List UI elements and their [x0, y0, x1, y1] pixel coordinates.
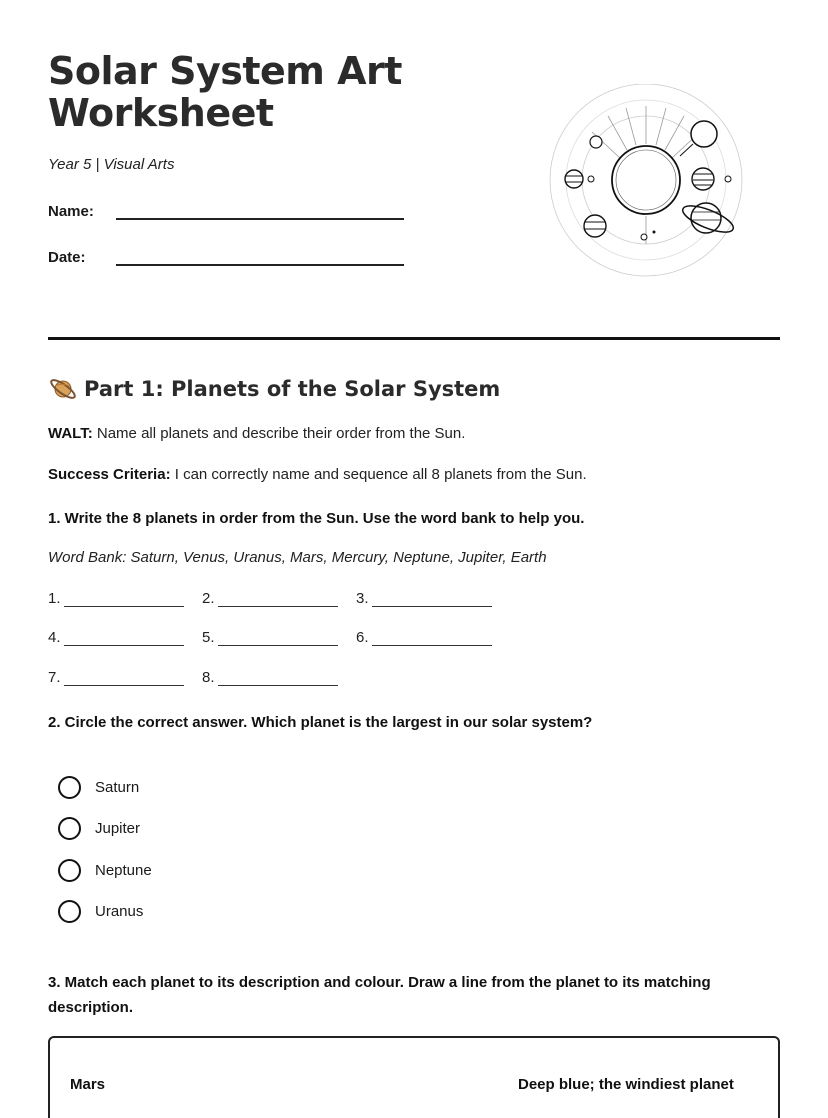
solar-system-illustration: [548, 84, 748, 284]
answer-blank-2[interactable]: [202, 590, 338, 607]
answer-blank-5[interactable]: [202, 629, 338, 646]
blank-line[interactable]: [218, 672, 338, 686]
date-line[interactable]: [116, 246, 404, 266]
success-text: I can correctly name and sequence all 8 planets from the Sun.: [170, 466, 587, 483]
radio-circle[interactable]: [58, 900, 81, 923]
question-3: 3. Match each planet to its description and colour. Draw a line from the planet to its matching description.: [48, 974, 711, 1016]
ringed-planet-icon: [48, 374, 78, 404]
blank-number: 3.: [356, 590, 369, 607]
blank-number: 7.: [48, 669, 61, 686]
success-label: Success Criteria:: [48, 466, 171, 483]
name-label: Name:: [48, 203, 94, 220]
question-2: 2. Circle the correct answer. Which planet is the largest in our solar system?: [48, 714, 593, 731]
blank-line[interactable]: [218, 632, 338, 646]
date-label: Date:: [48, 249, 86, 266]
matching-box: [48, 1036, 780, 1118]
answer-blank-1[interactable]: [48, 590, 184, 607]
blank-line[interactable]: [64, 593, 184, 607]
header-divider: [48, 337, 780, 340]
radio-circle[interactable]: [58, 776, 81, 799]
option-saturn[interactable]: [58, 776, 139, 799]
question-1: 1. Write the 8 planets in order from the Sun. Use the word bank to help you.: [48, 510, 585, 527]
radio-circle[interactable]: [58, 817, 81, 840]
answer-blank-4[interactable]: [48, 629, 184, 646]
option-neptune[interactable]: [58, 859, 152, 882]
page-subtitle: Year 5 | Visual Arts: [48, 156, 175, 173]
part1-heading: [48, 374, 500, 404]
blank-number: 8.: [202, 669, 215, 686]
walt-text: Name all planets and describe their order from the Sun.: [92, 425, 466, 442]
part1-title: Part 1: Planets of the Solar System: [84, 377, 501, 401]
answer-blank-8[interactable]: [202, 669, 338, 686]
blank-number: 6.: [356, 629, 369, 646]
option-label: Jupiter: [95, 820, 141, 837]
answer-blank-3[interactable]: [356, 590, 492, 607]
option-uranus[interactable]: [58, 900, 143, 923]
answer-blank-7[interactable]: [48, 669, 184, 686]
name-field: [48, 200, 404, 220]
walt-label: WALT:: [48, 425, 93, 442]
match-description-item[interactable]: Deep blue; the windiest planet: [518, 1076, 734, 1093]
blank-line[interactable]: [218, 593, 338, 607]
page-title: Solar System Art Worksheet: [48, 49, 402, 135]
answer-blank-6[interactable]: [356, 629, 492, 646]
blank-number: 2.: [202, 590, 215, 607]
name-line[interactable]: [116, 200, 404, 220]
blank-line[interactable]: [372, 632, 492, 646]
match-planet-item[interactable]: Mars: [70, 1076, 106, 1093]
blank-number: 1.: [48, 590, 61, 607]
option-jupiter[interactable]: [58, 817, 140, 840]
walt-line: [48, 425, 465, 442]
radio-circle[interactable]: [58, 859, 81, 882]
blank-line[interactable]: [64, 632, 184, 646]
option-label: Neptune: [95, 862, 152, 879]
date-field: [48, 246, 404, 266]
blank-line[interactable]: [372, 593, 492, 607]
blank-number: 4.: [48, 629, 61, 646]
blank-line[interactable]: [64, 672, 184, 686]
success-criteria-line: [48, 466, 587, 483]
blank-number: 5.: [202, 629, 215, 646]
word-bank: Word Bank: Saturn, Venus, Uranus, Mars, Mercury, Neptune, Jupiter, Earth: [48, 549, 547, 566]
option-label: Saturn: [95, 779, 140, 796]
option-label: Uranus: [95, 903, 144, 920]
